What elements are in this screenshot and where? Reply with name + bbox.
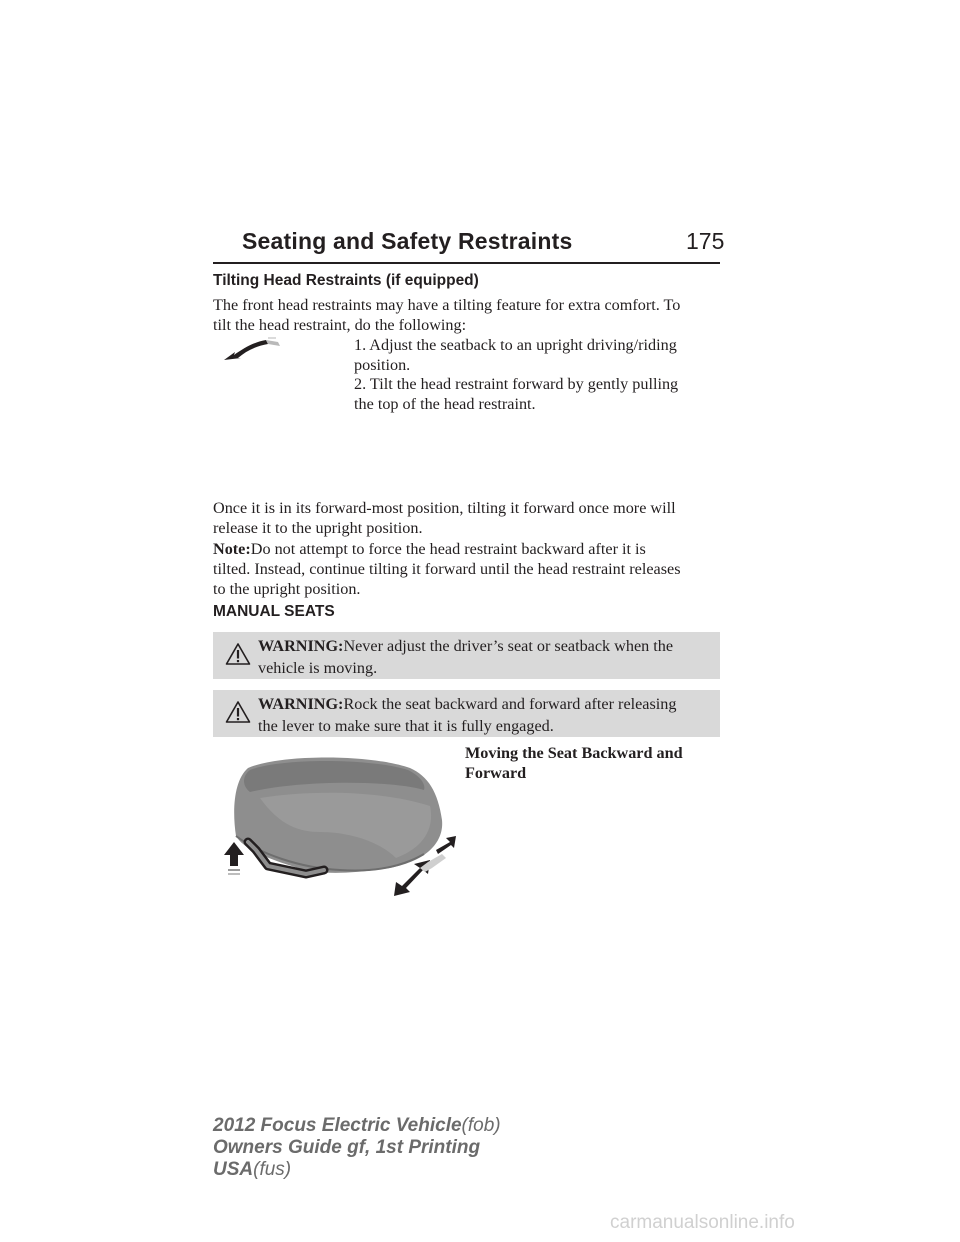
warning-2-line-1: Rock the seat backward and forward after releasing — [343, 695, 677, 713]
step-2-line-2: the top of the head restraint. — [354, 395, 536, 413]
subheading-line-2: Forward — [465, 764, 527, 782]
warning-triangle-icon — [225, 700, 251, 724]
section-heading-tilting: Tilting Head Restraints (if equipped) — [213, 272, 479, 289]
footer-region: USA — [213, 1159, 254, 1180]
note-line-3: to the upright position. — [213, 580, 361, 598]
watermark: carmanualsonline.info — [610, 1212, 795, 1233]
warning-box-2 — [213, 690, 720, 737]
warning-text-2 — [258, 693, 713, 737]
section-heading-manual-seats: MANUAL SEATS — [213, 603, 335, 620]
footer-region-code: (fus) — [253, 1159, 292, 1180]
footer-line-1 — [213, 1117, 501, 1135]
note-paragraph — [213, 539, 681, 599]
warning-text-1 — [258, 635, 713, 679]
step-1-line-2: position. — [354, 356, 411, 374]
note-label: Note: — [213, 540, 251, 558]
intro-line-1: The front head restraints may have a tilting feature for extra comfort. To — [213, 296, 681, 314]
warning-label: WARNING: — [258, 637, 344, 655]
intro-paragraph — [213, 295, 680, 335]
subheading-line-1: Moving the Seat Backward and — [465, 744, 683, 762]
step-2-line-1: 2. Tilt the head restraint forward by gently pulling — [354, 375, 679, 393]
footer-line-3 — [213, 1161, 291, 1179]
step-1-line-1: 1. Adjust the seatback to an upright driving/riding — [354, 336, 677, 354]
note-line-2: tilted. Instead, continue tilting it forward until the head restraint releases — [213, 560, 681, 578]
warning-2-line-2: the lever to make sure that it is fully engaged. — [258, 717, 554, 735]
page-number: 175 — [686, 228, 725, 254]
page-header-title: Seating and Safety Restraints — [242, 228, 573, 254]
footer-line-2: Owners Guide gf, 1st Printing — [213, 1137, 481, 1158]
subheading-moving-seat — [465, 743, 683, 783]
para-line-2: release it to the upright position. — [213, 519, 423, 537]
seat-cushion-illustration — [220, 750, 460, 900]
warning-1-line-2: vehicle is moving. — [258, 659, 378, 677]
header-rule — [213, 262, 720, 264]
warning-1-line-1: Never adjust the driver’s seat or seatback when the — [343, 637, 674, 655]
note-text-1: Do not attempt to force the head restraint backward after it is — [250, 540, 646, 558]
footer-model: 2012 Focus Electric Vehicle — [213, 1115, 462, 1136]
warning-label: WARNING: — [258, 695, 344, 713]
tilt-arrow-icon — [222, 334, 282, 362]
step-2 — [354, 374, 678, 414]
forward-most-paragraph — [213, 498, 676, 538]
footer-model-code: (fob) — [461, 1115, 501, 1136]
intro-line-2: tilt the head restraint, do the following: — [213, 316, 467, 334]
para-line-1: Once it is in its forward-most position, tilting it forward once more will — [213, 499, 676, 517]
step-1 — [354, 335, 677, 375]
warning-triangle-icon — [225, 642, 251, 666]
note-line-1 — [213, 539, 681, 559]
warning-box-1 — [213, 632, 720, 679]
